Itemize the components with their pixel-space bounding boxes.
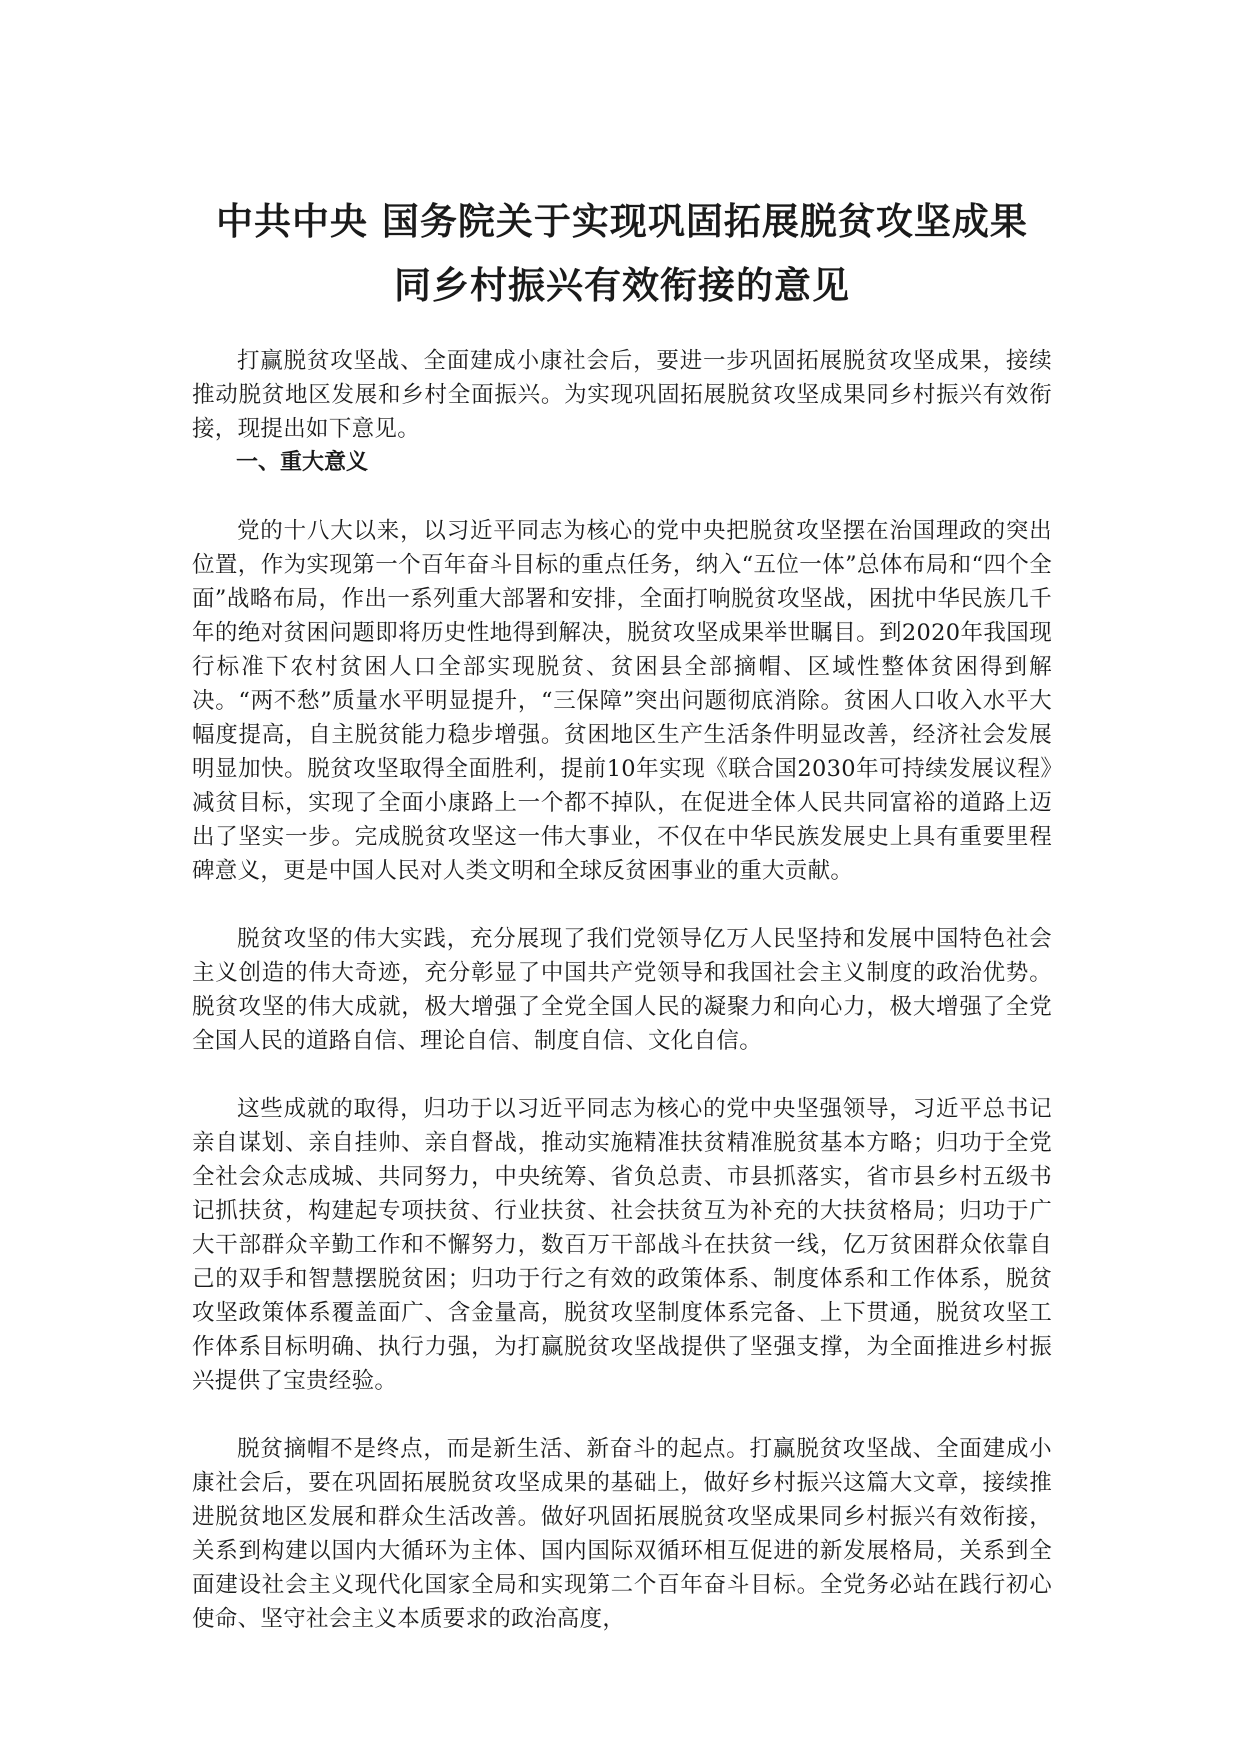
title-line-1: 中共中央 国务院关于实现巩固拓展脱贫攻坚成果 xyxy=(216,200,1028,243)
body-paragraph: 脱贫攻坚的伟大实践，充分展现了我们党领导亿万人民坚持和发展中国特色社会主义创造的伟大奇迹，充分彰显了中国共产党领导和我国社会主义制度的政治优势。脱贫攻坚的伟大成就，极大增强了全党全国人民的凝聚力和向心力，极大增强了全党全国人民的道路自信、理论自信、制度自信、文化自信。 xyxy=(192,926,1052,1054)
body-paragraph: 党的十八大以来，以习近平同志为核心的党中央把脱贫攻坚摆在治国理政的突出位置，作为实现第一个百年奋斗目标的重点任务，纳入“五位一体”总体布局和“四个全面”战略布局，作出一系列重大部署和安排，全面打响脱贫攻坚战，困扰中华民族几千年的绝对贫困问题即将历史性地得到解决，脱贫攻坚成果举世瞩目。到2020年我国现行标准下农村贫困人口全部实现脱贫、贫困县全部摘帽、区域性整体贫困得到解决。“两不愁”质量水平明显提升，“三保障”突出问题彻底消除。贫困人口收入水平大幅度提高，自主脱贫能力稳步增强。贫困地区生产生活条件明显改善，经济社会发展明显加快。脱贫攻坚取得全面胜利，提前10年实现《联合国2030年可持续发展议程》减贫目标，实现了全面小康路上一个都不掉队，在促进全体人民共同富裕的道路上迈出了坚实一步。完成脱贫攻坚这一伟大事业，不仅在中华民族发展史上具有重要里程碑意义，更是中国人民对人类文明和全球反贫困事业的重大贡献。 xyxy=(192,518,1052,884)
body-paragraph: 这些成就的取得，归功于以习近平同志为核心的党中央坚强领导，习近平总书记亲自谋划、亲自挂帅、亲自督战，推动实施精准扶贫精准脱贫基本方略；归功于全党全社会众志成城、共同努力，中央统筹、省负总责、市县抓落实，省市县乡村五级书记抓扶贫，构建起专项扶贫、行业扶贫、社会扶贫互为补充的大扶贫格局；归功于广大干部群众辛勤工作和不懈努力，数百万干部战斗在扶贫一线，亿万贫困群众依靠自己的双手和智慧摆脱贫困；归功于行之有效的政策体系、制度体系和工作体系，脱贫攻坚政策体系覆盖面广、含金量高，脱贫攻坚制度体系完备、上下贯通，脱贫攻坚工作体系目标明确、执行力强，为打赢脱贫攻坚战提供了坚强支撑，为全面推进乡村振兴提供了宝贵经验。 xyxy=(192,1096,1052,1394)
title-line-2: 同乡村振兴有效衔接的意见 xyxy=(394,264,850,307)
section-heading: 一、重大意义 xyxy=(236,450,369,475)
body-paragraph: 脱贫摘帽不是终点，而是新生活、新奋斗的起点。打赢脱贫攻坚战、全面建成小康社会后，要在巩固拓展脱贫攻坚成果的基础上，做好乡村振兴这篇大文章，接续推进脱贫地区发展和群众生活改善。做好巩固拓展脱贫攻坚成果同乡村振兴有效衔接，关系到构建以国内大循环为主体、国内国际双循环相互促进的新发展格局，关系到全面建设社会主义现代化国家全局和实现第二个百年奋斗目标。全党务必站在践行初心使命、坚守社会主义本质要求的政治高度， xyxy=(192,1436,1052,1632)
document-body xyxy=(192,344,1052,1636)
document-title xyxy=(192,190,1052,318)
intro-paragraph: 打赢脱贫攻坚战、全面建成小康社会后，要进一步巩固拓展脱贫攻坚成果，接续推动脱贫地区发展和乡村全面振兴。为实现巩固拓展脱贫攻坚成果同乡村振兴有效衔接，现提出如下意见。 xyxy=(192,348,1052,442)
document-page xyxy=(192,190,1052,1636)
